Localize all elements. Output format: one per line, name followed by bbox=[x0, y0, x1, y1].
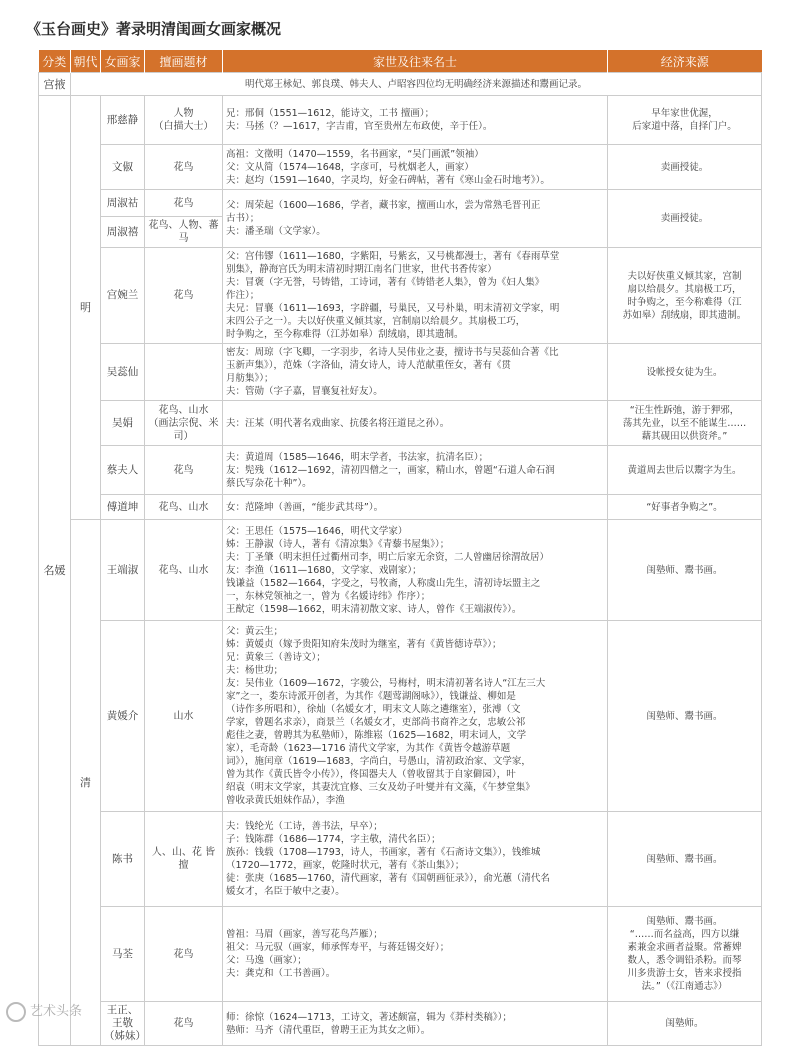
economic-source bbox=[608, 248, 762, 344]
family-line: 夫：冒褒（字无誉，号铸错，工诗词，著有《铸错老人集》，曾为《妇人集》 bbox=[226, 277, 545, 288]
econ-line: 数人，悉令调铅杀粉。而琴 bbox=[627, 955, 742, 966]
painter-name: 傅道坤 bbox=[101, 495, 145, 520]
family-line: 绍袁（明末文学家，其妻沈宜修、三女及幼子叶燮并有文藻，《午梦堂集》 bbox=[226, 782, 535, 793]
family-line: 兄：黄象三（善诗文）； bbox=[226, 652, 326, 663]
econ-line: 卖画授徒。 bbox=[660, 213, 709, 224]
family-line: 夫：黄道周（1585—1646，明末学者，书法家，抗清名臣）； bbox=[226, 451, 489, 463]
family-line: 曾收录黄氏姐妹作品），李渔 bbox=[226, 795, 345, 806]
category-palace: 宫掖 bbox=[39, 73, 71, 96]
family-line: 蔡氏写杂花十种”）。 bbox=[226, 477, 312, 489]
theme-line: 花鸟、山水 bbox=[158, 501, 209, 513]
family-line: 密友：周琼（字飞卿，一字羽步，名诗人吴伟业之妻，擅诗书与吴蕊仙合著《比 bbox=[226, 347, 559, 358]
painter-theme bbox=[145, 812, 223, 907]
watermark-text: 艺术头条 bbox=[30, 1004, 83, 1019]
theme-line: （画法宗倪、米司） bbox=[148, 417, 219, 442]
header-family: 家世及往来名士 bbox=[223, 50, 608, 73]
family-line: 夫：杨世功； bbox=[226, 665, 284, 676]
econ-line: 川多贵游士女，皆来求授指 bbox=[627, 968, 742, 979]
dynasty-qing: 清 bbox=[71, 520, 101, 1046]
family-line: 夫：汪某（明代著名戏曲家、抗倭名将汪道昆之孙）。 bbox=[226, 417, 450, 429]
theme-line: 花鸟 bbox=[173, 1018, 194, 1029]
family-line: 祖父：马元驭（画家，师承恽寿平，与蒋廷锡交好）； bbox=[226, 942, 450, 953]
family-line: 父：文从简（1574—1648，字彦可，号枕烟老人，画家） bbox=[226, 161, 474, 173]
painter-name: 宫婉兰 bbox=[101, 248, 145, 344]
family-notes bbox=[223, 446, 608, 495]
econ-line: 卖画授徒。 bbox=[660, 161, 709, 173]
painter-name: 邢慈静 bbox=[101, 96, 145, 145]
econ-line: 后家道中落，自择门户。 bbox=[632, 121, 737, 132]
economic-source bbox=[608, 495, 762, 520]
table-row bbox=[39, 1002, 762, 1046]
painter-theme bbox=[145, 495, 223, 520]
family-line: 女：范隆坤（善画，“能步武其母”）。 bbox=[226, 501, 384, 513]
page-title: 《玉台画史》著录明清闺画女画家概况 bbox=[26, 20, 282, 38]
theme-line: 花鸟 bbox=[173, 290, 194, 301]
family-notes bbox=[223, 1002, 608, 1046]
family-notes bbox=[223, 96, 608, 145]
painter-name: 文俶 bbox=[101, 145, 145, 190]
family-line: 玉新声集》），范姝（字洛仙，清女诗人，诗人范献重侄女，著有《贯 bbox=[226, 360, 512, 371]
family-line: 塾师：马齐（清代重臣，曾聘王正为其女之师）。 bbox=[226, 1024, 431, 1036]
painter-name: 王正、王敬（姊妹） bbox=[101, 1002, 145, 1046]
header-category: 分类 bbox=[39, 50, 71, 73]
econ-line: 设帐授女徒为生。 bbox=[646, 366, 723, 378]
painter-name: 马荃 bbox=[101, 907, 145, 1002]
painter-name: 周淑禧 bbox=[101, 217, 145, 248]
family-notes bbox=[223, 812, 608, 907]
econ-line: 夫以好侠重义倾其家，宫制 bbox=[627, 270, 742, 282]
econ-line: 藉其砚田以供资斧。” bbox=[641, 430, 728, 442]
theme-line: （白描大士） bbox=[153, 121, 214, 132]
family-notes bbox=[223, 344, 608, 401]
econ-line: 闺塾师。 bbox=[665, 1018, 704, 1029]
painter-name: 陈书 bbox=[101, 812, 145, 907]
econ-line: “好事者争购之”。 bbox=[646, 501, 723, 513]
family-line: （1720—1772，画家，乾隆时状元，著有《茶山集》）； bbox=[226, 860, 465, 871]
family-line: 父：周荣起（1600—1686，学者，藏书家，擅画山水，尝为常熟毛晋刊正 bbox=[226, 200, 541, 211]
table-row bbox=[39, 344, 762, 401]
economic-source bbox=[608, 145, 762, 190]
watermark-logo-icon bbox=[6, 1002, 26, 1022]
economic-source bbox=[608, 1002, 762, 1046]
palace-note: 明代郑王栐妃、郭良璞、韩夫人、卢昭容四位均无明确经济来源描述和鬻画记录。 bbox=[71, 73, 762, 96]
women-painters-table bbox=[38, 50, 762, 1046]
economic-source bbox=[608, 621, 762, 812]
header-painter: 女画家 bbox=[101, 50, 145, 73]
family-line: 夫：龚克和（工书善画）。 bbox=[226, 968, 336, 979]
family-line: 夫兄：冒襄（1611—1693，字辟疆，号巢民，又号朴巢，明末清初文学家，明 bbox=[226, 303, 560, 314]
family-line: 彪佳之妻，曾聘其为私塾师），陈维崧（1625—1682，明末词人，文学 bbox=[226, 730, 527, 741]
theme-line: 人、山、花 皆擅 bbox=[151, 847, 216, 871]
family-line: 夫：丁圣肇（明末担任过衢州司李，明亡后家无余资，二人曾幽居徐渭故居） bbox=[226, 551, 550, 563]
table-row bbox=[39, 145, 762, 190]
painter-theme bbox=[145, 446, 223, 495]
painter-name: 吴娟 bbox=[101, 401, 145, 446]
family-line: 师：徐惊（1624—1713，工诗文，著述颇富，辑为《莽村类稿》）； bbox=[226, 1011, 512, 1023]
table-row bbox=[39, 621, 762, 812]
family-line: 友：李渔（1611—1680，文学家、戏剧家）； bbox=[226, 564, 422, 576]
econ-line: 荡其先业，以至不能谋生…… bbox=[622, 417, 747, 429]
painter-theme bbox=[145, 401, 223, 446]
econ-line: “……而名益高，四方以缣 bbox=[629, 929, 740, 940]
econ-line: 素兼金求画者益聚。常蓄婢 bbox=[627, 942, 742, 953]
family-line: 月舫集》）； bbox=[226, 373, 274, 384]
table-row bbox=[39, 190, 762, 217]
table-row bbox=[39, 446, 762, 495]
painter-theme bbox=[145, 190, 223, 217]
econ-line: 早年家世优渥， bbox=[651, 108, 718, 119]
family-line: 父：黄云生； bbox=[226, 626, 284, 637]
family-line: 媛女才，名臣于敏中之妻）。 bbox=[226, 886, 345, 897]
table-row bbox=[39, 248, 762, 344]
palace-row bbox=[39, 73, 762, 96]
family-line: 末四公子之一）。夫以好侠重义倾其家，宫制扇以给晨夕。其扇极工巧， bbox=[226, 316, 526, 327]
painter-theme bbox=[145, 1002, 223, 1046]
family-line: 父：宫伟镠（1611—1680，字紫阳，号紫玄，又号桃都漫士，著有《春雨草堂 bbox=[226, 251, 560, 262]
family-line: 夫：潘圣瑞（文学家）。 bbox=[226, 226, 326, 237]
family-line: 一，东林党领袖之一，曾为《名媛诗纬》作序）； bbox=[226, 590, 431, 602]
theme-line: 花鸟 bbox=[173, 161, 194, 173]
family-line: 曾为其作《黄氏皆令小传》），佟国器夫人（曾收留其于自家僻园），叶 bbox=[226, 769, 516, 780]
category-mingyuan: 名媛 bbox=[39, 96, 71, 1046]
econ-line: 黄道周去世后以鬻字为生。 bbox=[627, 464, 742, 476]
painter-theme bbox=[145, 907, 223, 1002]
economic-source bbox=[608, 907, 762, 1002]
dynasty-ming: 明 bbox=[71, 96, 101, 520]
family-line: 徒：张庚（1685—1760，清代画家，著有《国朝画征录》），俞光蕙（清代名 bbox=[226, 873, 550, 884]
family-notes bbox=[223, 520, 608, 621]
family-notes bbox=[223, 907, 608, 1002]
family-line: 王猷定（1598—1662，明末清初散文家、诗人，曾作《王端淑传》）。 bbox=[226, 603, 522, 615]
family-line: 友：吴伟业（1609—1672，字骏公，号梅村，明末清初著名诗人“江左三大 bbox=[226, 678, 546, 689]
econ-line: 时争购之，至今称难得（江 bbox=[627, 296, 742, 308]
family-line: 父：王思任（1575—1646，明代文学家） bbox=[226, 525, 408, 537]
family-line: 词》），施闰章（1619—1683，字尚白，号愚山，清初政治家、文学家， bbox=[226, 756, 531, 767]
family-line: 族孙：钱载（1708—1793，诗人，书画家，著有《石斋诗文集》），钱维城 bbox=[226, 847, 541, 858]
painter-theme bbox=[145, 621, 223, 812]
family-line: 友：髡残（1612—1692，清初四僧之一，画家，精山水，曾题“石道人命石润 bbox=[226, 464, 555, 476]
family-line: 作注）； bbox=[226, 290, 260, 301]
painter-name: 王端淑 bbox=[101, 520, 145, 621]
painter-name: 周淑祜 bbox=[101, 190, 145, 217]
family-notes bbox=[223, 401, 608, 446]
family-line: 父：马逸（画家）； bbox=[226, 955, 307, 966]
family-line: 夫：马拯（？—1617，字吉甫，官至贵州左布政使，辛于任）。 bbox=[226, 121, 493, 132]
family-line: 钱谦益（1582—1664，字受之，号牧斋，人称虞山先生，清初诗坛盟主之 bbox=[226, 577, 541, 589]
family-line: 曾祖：马眉（画家，善写花鸟芦雁）； bbox=[226, 929, 383, 940]
family-notes bbox=[223, 621, 608, 812]
painter-theme bbox=[145, 145, 223, 190]
economic-source bbox=[608, 96, 762, 145]
economic-source bbox=[608, 520, 762, 621]
family-line: 高祖：文徵明（1470—1559，名书画家，“吴门画派”领袖） bbox=[226, 148, 484, 160]
econ-line: 闺塾师、鬻书画。 bbox=[646, 564, 723, 576]
family-line: 夫：赵均（1591—1640，字灵均，好金石碑帖，著有《寒山金石时地考》）。 bbox=[226, 174, 550, 186]
economic-source bbox=[608, 812, 762, 907]
theme-line: 花鸟 bbox=[173, 948, 194, 960]
family-line: 时争购之，至今称难得（江苏如皋）刮绒扇，即其遗制。 bbox=[226, 329, 464, 340]
economic-source bbox=[608, 401, 762, 446]
painter-name: 黄媛介 bbox=[101, 621, 145, 812]
family-line: 姊：王静淑（诗人，著有《清凉集》《青藜书屋集》）； bbox=[226, 538, 450, 550]
table-header bbox=[39, 50, 762, 73]
table-row bbox=[39, 907, 762, 1002]
header-dynasty: 朝代 bbox=[71, 50, 101, 73]
theme-line: 人物 bbox=[173, 108, 194, 119]
family-notes bbox=[223, 248, 608, 344]
family-line: 子：钱陈群（1686—1774，字主敬，清代名臣）； bbox=[226, 834, 441, 845]
econ-line: 法。”（《江南通志》） bbox=[641, 981, 728, 992]
table-row bbox=[39, 812, 762, 907]
painter-theme bbox=[145, 96, 223, 145]
painter-theme bbox=[145, 248, 223, 344]
family-line: 兄：邢侗（1551—1612，能诗文，工书 擅画）； bbox=[226, 108, 435, 119]
family-line: 姊：黄媛贞（嫁予贵阳知府朱茂时为继室，著有《黄皆德诗草》）； bbox=[226, 639, 502, 650]
econ-line: 闺塾师、鬻书画。 bbox=[646, 853, 723, 865]
header-economy: 经济来源 bbox=[608, 50, 762, 73]
watermark bbox=[6, 1000, 82, 1022]
economic-source bbox=[608, 344, 762, 401]
painter-theme bbox=[145, 520, 223, 621]
econ-line: 扇以给晨夕。其扇极工巧， bbox=[627, 283, 742, 295]
econ-line: “汪生性跅弛，游于狎邪， bbox=[629, 404, 740, 416]
econ-line: 苏如皋）刮绒扇，即其遗制。 bbox=[622, 309, 747, 321]
theme-line: 花鸟 bbox=[173, 197, 194, 209]
painter-name: 蔡夫人 bbox=[101, 446, 145, 495]
table-row bbox=[39, 520, 762, 621]
family-line: 夫：钱纶光（工诗，善书法，早卒）； bbox=[226, 821, 383, 832]
table-row bbox=[39, 96, 762, 145]
econ-line: 闺塾师、鬻书画。 bbox=[646, 916, 723, 927]
family-notes bbox=[223, 145, 608, 190]
family-line: 家”之一，娄东诗派开创者，为其作《题莺湖阁咏》），钱谦益、柳如是 bbox=[226, 691, 516, 702]
economic-source bbox=[608, 190, 762, 248]
econ-line: 闺塾师、鬻书画。 bbox=[646, 710, 723, 722]
theme-line: 花鸟、山水 bbox=[158, 404, 209, 416]
painter-name: 吴蕊仙 bbox=[101, 344, 145, 401]
family-line: 学家，曾题名求亲），商景兰（名媛女才，吏部尚书商祚之女，忠敏公祁 bbox=[226, 717, 526, 728]
family-notes bbox=[223, 495, 608, 520]
painter-theme bbox=[145, 344, 223, 401]
theme-line: 山水 bbox=[173, 710, 194, 722]
table-row bbox=[39, 495, 762, 520]
family-line: （诗作多所唱和），徐灿（名媛女才，明末文人陈之遴继室），张溥（文 bbox=[226, 704, 521, 715]
family-line: 别集》，静海宫氏为明末清初时期江南名门世家，世代书香传家） bbox=[226, 264, 497, 275]
family-line: 夫：管勋（字子嘉，冒襄复社好友）。 bbox=[226, 386, 383, 397]
header-theme: 擅画题材 bbox=[145, 50, 223, 73]
family-line: 古书）； bbox=[226, 213, 260, 224]
painter-theme bbox=[145, 217, 223, 248]
theme-line: 花鸟、山水 bbox=[158, 564, 209, 576]
economic-source bbox=[608, 446, 762, 495]
theme-line: 花鸟 bbox=[173, 464, 194, 476]
family-line: 家），毛奇龄（1623—1716 清代文学家，为其作《黄皆令越游草题 bbox=[226, 743, 511, 754]
family-notes bbox=[223, 190, 608, 248]
table-row bbox=[39, 401, 762, 446]
theme-line: 花鸟、人物、蕃马 bbox=[148, 220, 219, 244]
